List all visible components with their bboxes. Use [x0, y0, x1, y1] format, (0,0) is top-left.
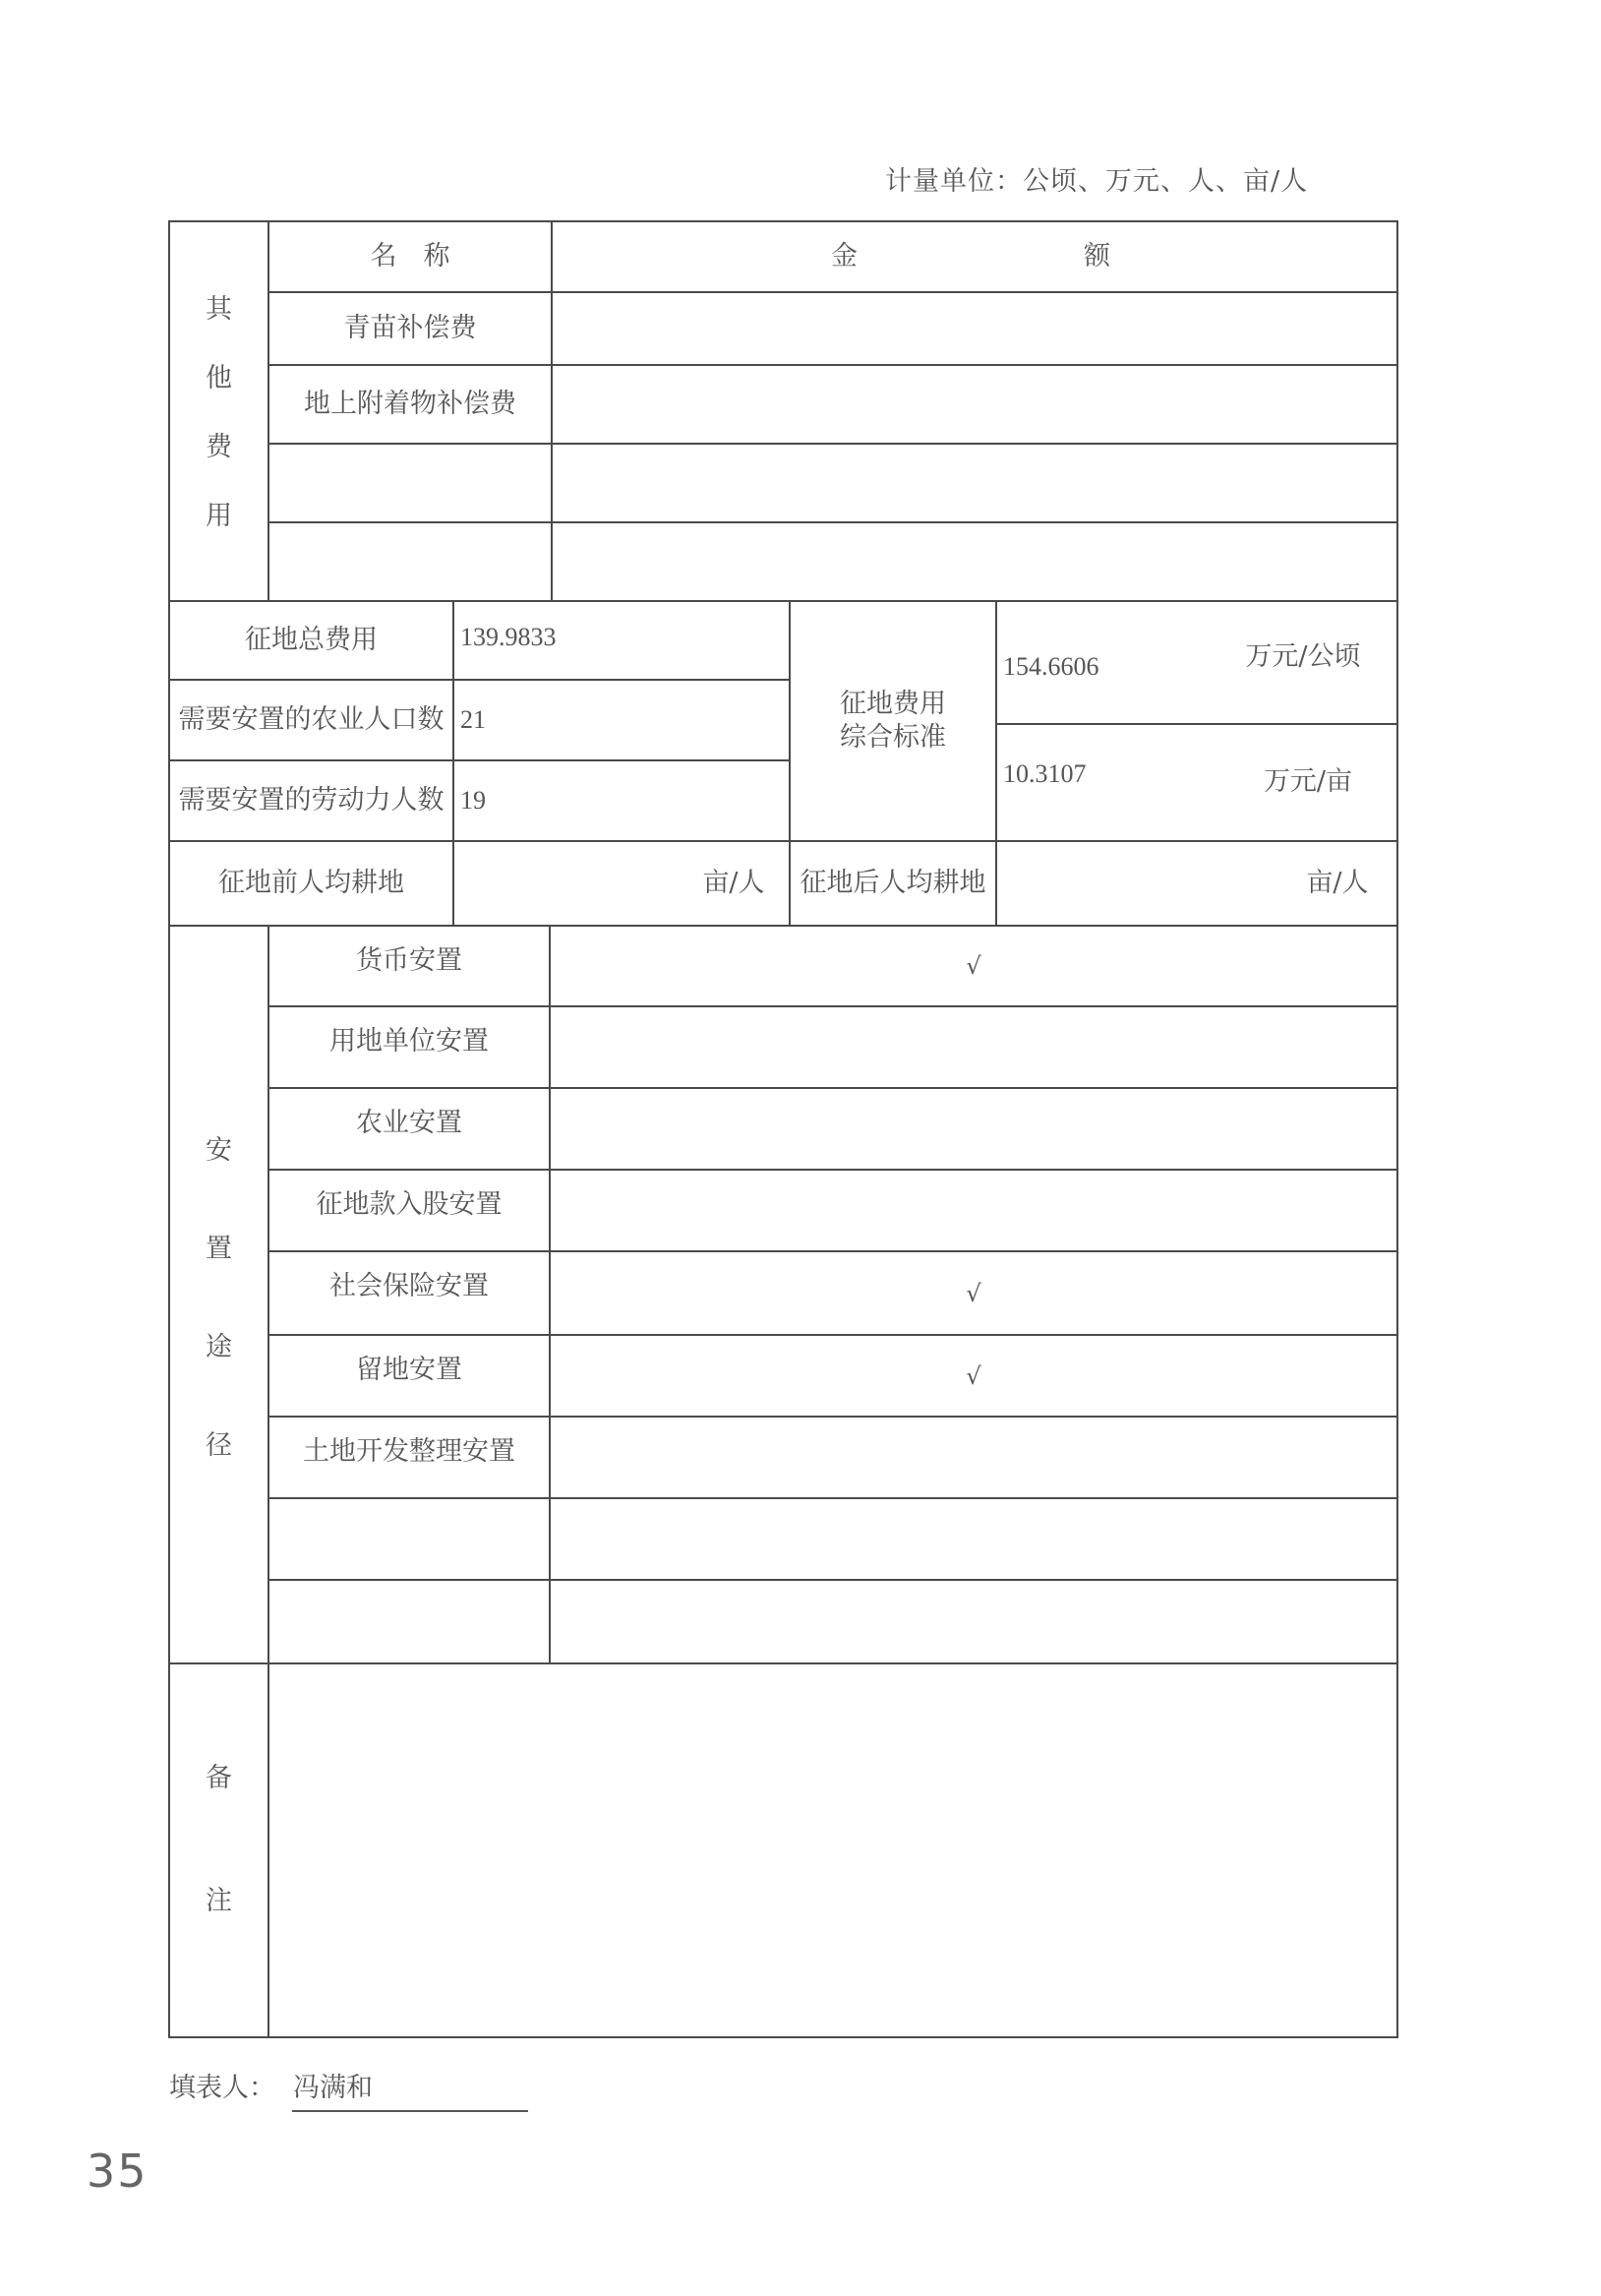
- resettlement-row-name: 社会保险安置: [329, 1271, 489, 1301]
- after-arable-label: 征地后人均耕地: [800, 868, 986, 899]
- agri-pop-value[interactable]: 21: [460, 704, 486, 734]
- resettlement-row-name: 土地开发整理安置: [303, 1436, 515, 1467]
- total-cost-label: 征地总费用: [245, 625, 378, 656]
- standard-per-mu-unit: 万元/亩: [1263, 765, 1353, 797]
- agri-pop-label: 需要安置的农业人口数: [178, 704, 445, 736]
- standard-per-mu-value[interactable]: 10.3107: [1003, 759, 1087, 789]
- check-mark-icon[interactable]: √: [966, 1279, 981, 1307]
- check-mark-icon[interactable]: [551, 1581, 1396, 1662]
- resettlement-row-name[interactable]: [269, 1499, 549, 1579]
- check-mark-icon[interactable]: √: [966, 952, 981, 980]
- label-char: 径: [206, 1430, 232, 1462]
- label-char: 用: [206, 501, 232, 532]
- standard-per-hectare-value[interactable]: 154.6606: [1003, 652, 1099, 682]
- page-number: 35: [87, 2145, 148, 2198]
- standard-label-line2: 综合标准: [840, 722, 946, 753]
- check-mark-icon[interactable]: [551, 1171, 1396, 1250]
- filler-label: 填表人：: [169, 2073, 275, 2103]
- resettlement-row-name: 征地款入股安置: [316, 1189, 503, 1220]
- fee-row-amount[interactable]: [553, 445, 1396, 521]
- fee-row-name[interactable]: [269, 523, 551, 600]
- fee-row-amount[interactable]: [553, 523, 1396, 600]
- col-header-amount: [553, 222, 1396, 291]
- check-mark-icon[interactable]: √: [966, 1361, 981, 1390]
- labor-label: 需要安置的劳动力人数: [178, 785, 445, 816]
- after-arable-value[interactable]: [997, 842, 1243, 925]
- standard-label-line1: 征地费用: [840, 689, 946, 720]
- resettlement-section-label: [170, 1102, 267, 1495]
- col-header-amount-right: 额: [1084, 241, 1110, 272]
- label-char: 费: [206, 432, 232, 463]
- resettlement-row-name: 货币安置: [356, 945, 462, 976]
- label-char: 置: [206, 1234, 232, 1265]
- before-arable-value[interactable]: [454, 842, 651, 925]
- after-arable-unit: 亩/人: [1306, 868, 1369, 899]
- standard-label: [791, 602, 995, 840]
- other-fees-section-label: [170, 275, 267, 551]
- unit-of-measure: 计量单位：公顷、万元、人、亩/人: [885, 166, 1309, 197]
- check-mark-icon[interactable]: [551, 1499, 1396, 1579]
- fee-row-name: 地上附着物补偿费: [304, 389, 516, 420]
- resettlement-row-name: 用地单位安置: [329, 1026, 489, 1057]
- notes-content[interactable]: [269, 1664, 1396, 2036]
- table-right-border: [1396, 220, 1398, 2038]
- fee-row-amount[interactable]: [553, 293, 1396, 364]
- notes-section-label: [170, 1717, 267, 1963]
- label-char: 其: [206, 294, 232, 326]
- before-arable-label: 征地前人均耕地: [218, 868, 404, 899]
- col-header-amount-left: 金: [831, 241, 858, 272]
- before-arable-unit: 亩/人: [702, 868, 765, 899]
- labor-value[interactable]: 19: [460, 785, 486, 815]
- col-header-name: 名 称: [370, 241, 450, 272]
- label-char: 途: [206, 1332, 232, 1363]
- label-char: 注: [206, 1885, 232, 1916]
- total-cost-value[interactable]: 139.9833: [460, 623, 557, 651]
- check-mark-icon[interactable]: [551, 1089, 1396, 1169]
- fee-row-amount[interactable]: [553, 366, 1396, 443]
- standard-per-hectare-unit: 万元/公顷: [1245, 641, 1361, 673]
- filler-underline: [292, 2110, 528, 2112]
- filler-name[interactable]: 冯满和: [293, 2073, 373, 2103]
- fee-row-name: 青苗补偿费: [343, 313, 477, 344]
- resettlement-row-name[interactable]: [269, 1581, 549, 1662]
- label-char: 备: [206, 1762, 232, 1793]
- check-mark-icon[interactable]: [551, 1418, 1396, 1497]
- resettlement-row-name: 留地安置: [356, 1355, 462, 1385]
- check-mark-icon[interactable]: [551, 1007, 1396, 1087]
- label-char: 他: [206, 363, 232, 394]
- resettlement-row-name: 农业安置: [356, 1108, 462, 1138]
- fee-row-name[interactable]: [269, 445, 551, 521]
- label-char: 安: [206, 1135, 232, 1167]
- table-bottom-border: [168, 2036, 1398, 2038]
